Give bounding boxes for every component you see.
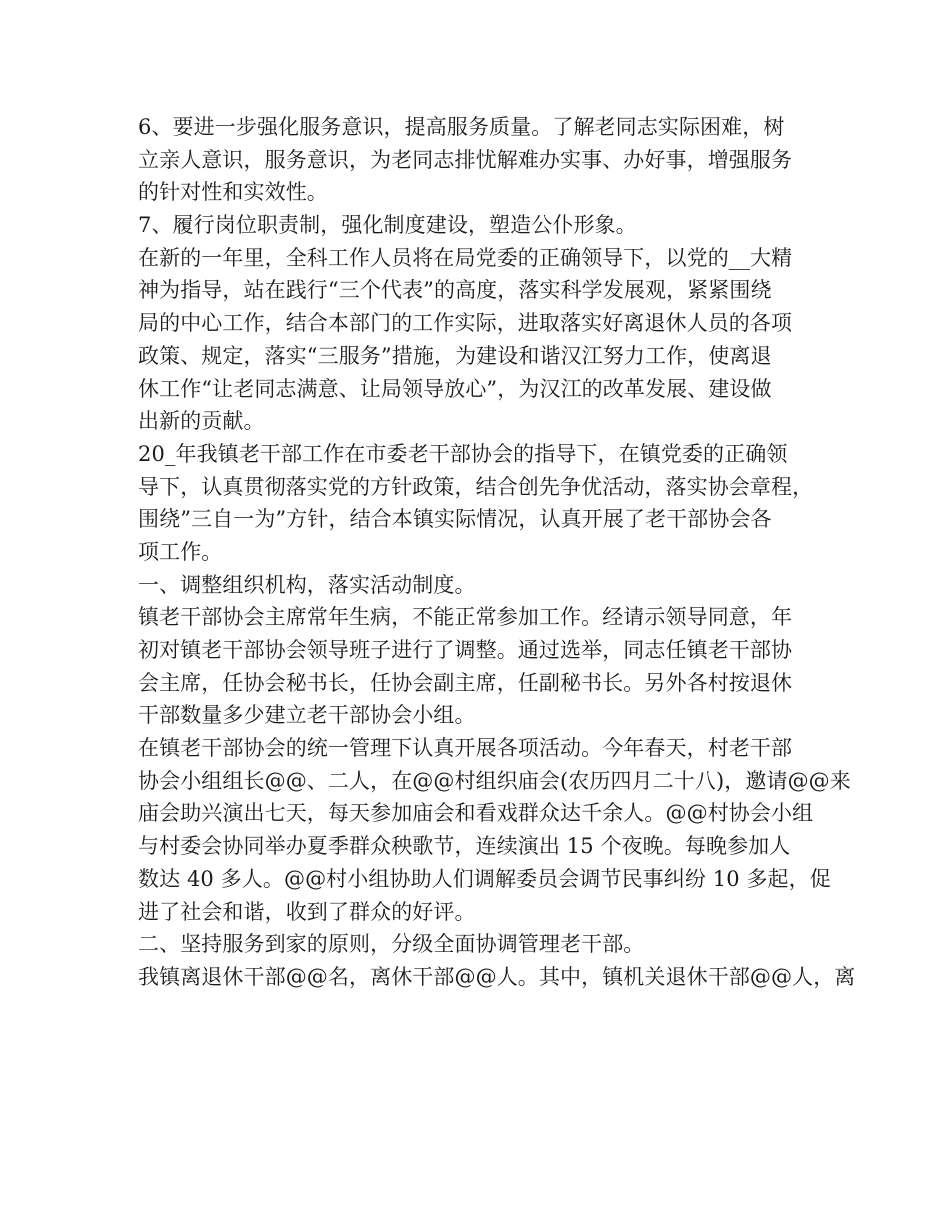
text-line: 6、要进一步强化服务意识，提高服务质量。了解老同志实际困难，树 bbox=[138, 115, 785, 139]
document-body bbox=[138, 111, 856, 994]
text-line: 政策、规定，落实“三服务”措施，为建设和谐汉江努力工作，使离退 bbox=[138, 343, 772, 368]
text-line: 数达 40 多人。@@村小组协助人们调解委员会调节民事纠纷 10 多起，促 bbox=[138, 866, 831, 891]
text-line: 休工作“让老同志满意、让局领导放心”，为汉江的改革发展、建设做 bbox=[138, 376, 772, 401]
text-line: 的针对性和实效性。 bbox=[138, 180, 328, 205]
text-line: 围绕”三自一为”方针，结合本镇实际情况，认真开展了老干部协会各 bbox=[138, 507, 772, 532]
text-line: 在新的一年里，全科工作人员将在局党委的正确领导下，以党的__大精 bbox=[138, 245, 793, 270]
text-line: 庙会助兴演出七天，每天参加庙会和看戏群众达千余人。@@村协会小组 bbox=[138, 801, 814, 826]
text-line: 出新的贡献。 bbox=[138, 409, 265, 434]
text-line: 7、履行岗位职责制，强化制度建设，塑造公仆形象。 bbox=[138, 213, 637, 238]
text-line: 初对镇老干部协会领导班子进行了调整。通过选举，同志任镇老干部协 bbox=[138, 638, 793, 662]
section-heading: 一、调整组织机构，落实活动制度。 bbox=[138, 572, 476, 597]
text-line: 20_年我镇老干部工作在市委老干部协会的指导下，在镇党委的正确领 bbox=[138, 441, 788, 466]
text-line: 镇老干部协会主席常年生病，不能正常参加工作。经请示领导同意，年 bbox=[138, 605, 793, 630]
text-line: 会主席，任协会秘书长，任协会副主席，任副秘书长。另外各村按退休 bbox=[138, 670, 793, 695]
text-line: 局的中心工作，结合本部门的工作实际，进取落实好离退休人员的各项 bbox=[138, 311, 793, 336]
text-line: 在镇老干部协会的统一管理下认真开展各项活动。今年春天，村老干部 bbox=[138, 736, 793, 761]
section-heading: 二、坚持服务到家的原则，分级全面协调管理老干部。 bbox=[138, 932, 645, 957]
text-line: 进了社会和谐，收到了群众的好评。 bbox=[138, 899, 476, 924]
text-line: 我镇离退休干部@@名，离休干部@@人。其中，镇机关退休干部@@人，离 bbox=[138, 964, 856, 989]
text-line: 与村委会协同举办夏季群众秧歌节，连续演出 15 个夜晚。每晚参加人 bbox=[138, 834, 791, 859]
text-line: 项工作。 bbox=[138, 539, 223, 564]
text-line: 导下，认真贯彻落实党的方针政策，结合创先争优活动，落实协会章程， bbox=[138, 474, 814, 499]
text-line: 协会小组组长@@、二人，在@@村组织庙会(农历四月二十八)，邀请@@来 bbox=[138, 768, 851, 793]
text-line: 神为指导，站在践行“三个代表”的高度，落实科学发展观，紧紧围绕 bbox=[138, 278, 772, 303]
text-line: 立亲人意识，服务意识，为老同志排忧解难办实事、办好事，增强服务 bbox=[138, 147, 793, 172]
text-line: 干部数量多少建立老干部协会小组。 bbox=[138, 703, 476, 728]
